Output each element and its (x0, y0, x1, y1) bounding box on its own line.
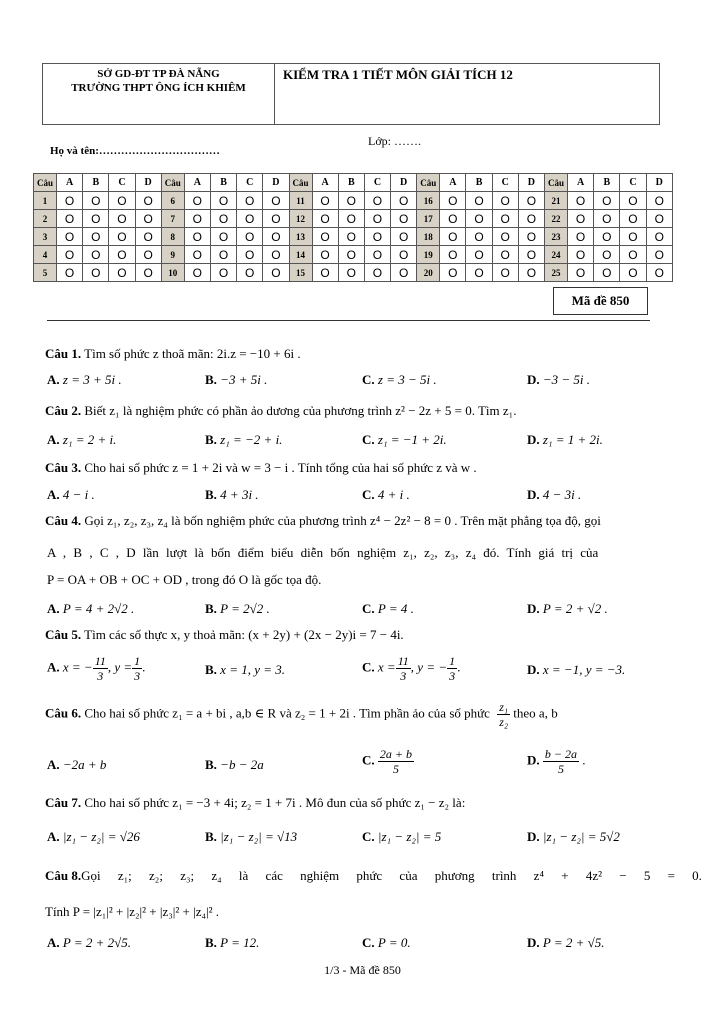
school-block (43, 64, 275, 124)
q6-option-c: C. $\frac{2a + b}{5}$ (362, 747, 412, 776)
answer-bubble[interactable]: O (594, 228, 620, 246)
question-text: Tìm số phức z thoã mãn: 2i.z = −10 + 6i . (84, 346, 301, 361)
q2-option-a: A. z₁ = 2 + i. (47, 432, 117, 447)
answer-bubble[interactable]: O (620, 264, 646, 282)
answer-bubble[interactable]: O (364, 246, 390, 264)
q2-option-d: D. z₁ = 1 + 2i. (527, 432, 603, 447)
answer-bubble[interactable]: O (237, 246, 263, 264)
q8-option-d: D. P = 2 + √5. (527, 935, 605, 950)
question-4-line-2: A , B , C , D lần lượt là bốn điểm biểu diễn bốn nghiệm z₁, z₂, z₃, z₄ đó. Tính giá trị của (47, 545, 599, 560)
option-header: C (620, 174, 646, 192)
q7-option-c: C. |z₁ − z₂| = 5 (362, 829, 442, 844)
question-number: 13 (289, 228, 312, 246)
q8-option-c: C. P = 0. (362, 935, 411, 950)
q1-option-d: D. −3 − 5i . (527, 372, 591, 387)
answer-bubble[interactable]: O (263, 246, 289, 264)
q4-option-b: B. P = 2√2 . (205, 601, 270, 616)
option-header: D (518, 174, 544, 192)
answer-bubble[interactable]: O (364, 264, 390, 282)
answer-bubble[interactable]: O (568, 210, 594, 228)
q3-option-d: D. 4 − 3i . (527, 487, 582, 502)
answer-bubble[interactable]: O (646, 228, 672, 246)
option-header: B (466, 174, 492, 192)
question-number: 19 (417, 246, 440, 264)
answer-bubble[interactable]: O (83, 228, 109, 246)
answer-bubble[interactable]: O (364, 210, 390, 228)
question-text: Tìm các số thực x, y thoả mãn: (x + 2y) + (2x − 2y)i = 7 − 4i. (84, 627, 404, 642)
answer-bubble[interactable]: O (440, 264, 466, 282)
q4-option-c: C. P = 4 . (362, 601, 414, 616)
question-number: 11 (289, 192, 312, 210)
answer-bubble[interactable]: O (135, 228, 161, 246)
answer-bubble[interactable]: O (57, 264, 83, 282)
answer-bubble[interactable]: O (568, 246, 594, 264)
answer-bubble[interactable]: O (312, 228, 338, 246)
answer-bubble[interactable]: O (492, 246, 518, 264)
answer-bubble[interactable]: O (109, 210, 135, 228)
q6-option-b: B. −b − 2a (205, 757, 264, 772)
option-header: A (312, 174, 338, 192)
question-label: Câu 4. (45, 513, 82, 528)
question-text: Biết z₁ là nghiệm phức có phần ảo dương của phương trình z² − 2z + 5 = 0. Tìm z₁. (84, 403, 517, 418)
answer-bubble[interactable]: O (237, 228, 263, 246)
question-text: Cho hai số phức z = 1 + 2i và w = 3 − i . Tính tổng của hai số phức z và w . (84, 460, 477, 475)
option-header: A (184, 174, 210, 192)
question-number: 1 (34, 192, 57, 210)
answer-bubble[interactable]: O (109, 264, 135, 282)
answer-bubble[interactable]: O (391, 192, 417, 210)
question-number: 18 (417, 228, 440, 246)
answer-bubble[interactable]: O (109, 246, 135, 264)
answer-bubble[interactable]: O (568, 228, 594, 246)
answer-bubble[interactable]: O (312, 192, 338, 210)
answer-bubble[interactable]: O (312, 264, 338, 282)
answer-bubble[interactable]: O (109, 228, 135, 246)
question-number: 16 (417, 192, 440, 210)
option-header: C (364, 174, 390, 192)
answer-bubble[interactable]: O (440, 246, 466, 264)
question-6: Câu 6. Cho hai số phức z₁ = a + bi , a,b ∈ R và z₂ = 1 + 2i . Tìm phần ảo của số phức $\frac{\text{z₁}}{\text{z₂}}$ theo a, b (45, 700, 558, 729)
answer-bubble[interactable]: O (135, 246, 161, 264)
answer-bubble[interactable]: O (568, 264, 594, 282)
answer-bubble[interactable]: O (338, 228, 364, 246)
answer-bubble[interactable]: O (263, 228, 289, 246)
question-text: Gọi z₁; z₂; z₃; z₄ là các nghiệm phức của phương trình z⁴ + 4z² − 5 = 0. (81, 868, 702, 883)
q6-option-a: A. −2a + b (47, 757, 107, 772)
question-number: 8 (161, 228, 184, 246)
q8-option-a: A. P = 2 + 2√5. (47, 935, 132, 950)
answer-bubble[interactable]: O (210, 228, 236, 246)
answer-bubble[interactable]: O (466, 210, 492, 228)
answer-bubble[interactable]: O (263, 264, 289, 282)
option-header: C (109, 174, 135, 192)
question-number: 9 (161, 246, 184, 264)
answer-bubble[interactable]: O (466, 192, 492, 210)
answer-bubble[interactable]: O (466, 228, 492, 246)
answer-bubble[interactable]: O (594, 210, 620, 228)
school-name: TRƯỜNG THPT ÔNG ÍCH KHIÊM (71, 82, 246, 94)
q1-option-b: B. −3 + 5i . (205, 372, 268, 387)
question-number: 6 (161, 192, 184, 210)
answer-bubble[interactable]: O (263, 210, 289, 228)
answer-bubble[interactable]: O (338, 210, 364, 228)
q4-option-a: A. P = 4 + 2√2 . (47, 601, 135, 616)
option-header: D (391, 174, 417, 192)
q5-option-c: C. x = $\frac{11}{3}$ , y = − $\frac{1}{3}$ . (362, 654, 461, 683)
question-number: 3 (34, 228, 57, 246)
answer-bubble[interactable]: O (440, 228, 466, 246)
q5-option-a: A. x = − $\frac{11}{3}$ , y = $\frac{1}{3}$ . (47, 654, 146, 683)
question-number: 17 (417, 210, 440, 228)
answer-bubble[interactable]: O (391, 210, 417, 228)
question-number: 20 (417, 264, 440, 282)
question-1 (45, 346, 301, 362)
question-number: 23 (545, 228, 568, 246)
question-text: Cho hai số phức z₁ = −3 + 4i; z₂ = 1 + 7i . Mô đun của số phức z₁ − z₂ là: (84, 795, 466, 810)
answer-bubble[interactable]: O (210, 192, 236, 210)
question-8-line-2: Tính P = |z₁|² + |z₂|² + |z₃|² + |z₄|² . (45, 904, 219, 919)
answer-bubble[interactable]: O (338, 246, 364, 264)
question-5 (45, 627, 404, 643)
answer-bubble[interactable]: O (83, 192, 109, 210)
answer-bubble[interactable]: O (83, 210, 109, 228)
exam-header (42, 63, 660, 125)
question-label: Câu 8. (45, 868, 82, 883)
q8-option-b: B. P = 12. (205, 935, 260, 950)
answer-bubble[interactable]: O (518, 210, 544, 228)
question-3 (45, 460, 477, 476)
answer-bubble[interactable]: O (440, 210, 466, 228)
answer-col-header: Câu (289, 174, 312, 192)
answer-bubble[interactable]: O (184, 192, 210, 210)
option-header: A (568, 174, 594, 192)
answer-bubble[interactable]: O (466, 264, 492, 282)
question-number: 4 (34, 246, 57, 264)
answer-col-header: Câu (161, 174, 184, 192)
answer-bubble[interactable]: O (492, 192, 518, 210)
question-label: Câu 2. (45, 403, 82, 418)
answer-bubble[interactable]: O (184, 228, 210, 246)
answer-bubble[interactable]: O (184, 264, 210, 282)
question-number: 24 (545, 246, 568, 264)
answer-bubble[interactable]: O (518, 192, 544, 210)
page-footer: 1/3 - Mã đề 850 (324, 963, 401, 977)
option-header: D (646, 174, 672, 192)
answer-bubble[interactable]: O (57, 228, 83, 246)
option-header: D (135, 174, 161, 192)
option-header: B (83, 174, 109, 192)
question-number: 10 (161, 264, 184, 282)
q5-option-b: B. x = 1, y = 3. (205, 662, 286, 677)
answer-bubble[interactable]: O (338, 264, 364, 282)
answer-bubble[interactable]: O (440, 192, 466, 210)
answer-bubble[interactable]: O (391, 264, 417, 282)
answer-bubble[interactable]: O (312, 210, 338, 228)
dept-name: SỞ GD-ĐT TP ĐÀ NẴNG (97, 68, 220, 80)
q3-option-c: C. 4 + i . (362, 487, 410, 502)
q2-option-b: B. z₁ = −2 + i. (205, 432, 283, 447)
answer-bubble[interactable]: O (646, 210, 672, 228)
answer-bubble[interactable]: O (57, 210, 83, 228)
answer-bubble[interactable]: O (646, 264, 672, 282)
question-number: 14 (289, 246, 312, 264)
q1-option-a: A. z = 3 + 5i . (47, 372, 122, 387)
answer-row (34, 192, 673, 210)
answer-bubble[interactable]: O (135, 192, 161, 210)
answer-bubble[interactable]: O (646, 246, 672, 264)
answer-bubble[interactable]: O (210, 210, 236, 228)
option-header: A (57, 174, 83, 192)
q7-option-a: A. |z₁ − z₂| = √26 (47, 829, 140, 844)
question-number: 25 (545, 264, 568, 282)
answer-row (34, 246, 673, 264)
answer-bubble[interactable]: O (364, 192, 390, 210)
answer-bubble[interactable]: O (237, 192, 263, 210)
question-2 (45, 403, 516, 419)
exam-title: KIỂM TRA 1 TIẾT MÔN GIẢI TÍCH 12 (283, 67, 513, 82)
answer-bubble[interactable]: O (620, 246, 646, 264)
question-7 (45, 795, 465, 811)
answer-bubble[interactable]: O (492, 264, 518, 282)
student-name-field: Họ và tên:…………………………… (50, 145, 220, 157)
answer-bubble[interactable]: O (594, 192, 620, 210)
question-label: Câu 1. (45, 346, 82, 361)
answer-bubble[interactable]: O (210, 264, 236, 282)
question-text: Cho hai số phức z₁ = a + bi , a,b ∈ R và z₂ = 1 + 2i . Tìm phần ảo của số phức (84, 705, 490, 721)
question-number: 12 (289, 210, 312, 228)
answer-bubble[interactable]: O (620, 228, 646, 246)
answer-bubble[interactable]: O (518, 228, 544, 246)
option-header: D (263, 174, 289, 192)
answer-bubble[interactable]: O (568, 192, 594, 210)
option-header: B (210, 174, 236, 192)
answer-row (34, 210, 673, 228)
option-header: B (594, 174, 620, 192)
answer-bubble[interactable]: O (312, 246, 338, 264)
question-label: Câu 7. (45, 795, 82, 810)
q7-option-b: B. |z₁ − z₂| = √13 (205, 829, 298, 844)
answer-bubble[interactable]: O (237, 264, 263, 282)
answer-bubble[interactable]: O (338, 192, 364, 210)
answer-bubble[interactable]: O (391, 228, 417, 246)
q1-option-c: C. z = 3 − 5i . (362, 372, 437, 387)
answer-bubble[interactable]: O (518, 246, 544, 264)
answer-bubble[interactable]: O (184, 246, 210, 264)
exam-code-box: Mã đề 850 (553, 287, 648, 315)
answer-bubble[interactable]: O (263, 192, 289, 210)
answer-bubble[interactable]: O (620, 192, 646, 210)
question-label: Câu 5. (45, 627, 82, 642)
answer-bubble[interactable]: O (83, 246, 109, 264)
question-text: Gọi z₁, z₂, z₃, z₄ là bốn nghiệm phức của phương trình z⁴ − 2z² − 8 = 0 . Trên mặt phẳng tọa độ, gọi (84, 513, 601, 528)
q7-option-d: D. |z₁ − z₂| = 5√2 (527, 829, 620, 844)
answer-sheet (33, 173, 673, 282)
question-8 (45, 868, 702, 884)
answer-bubble[interactable]: O (492, 210, 518, 228)
answer-col-header: Câu (34, 174, 57, 192)
class-field: Lớp: ……. (368, 134, 422, 148)
option-header: C (237, 174, 263, 192)
q3-option-b: B. 4 + 3i . (205, 487, 259, 502)
question-number: 5 (34, 264, 57, 282)
question-number: 22 (545, 210, 568, 228)
question-4 (45, 513, 601, 529)
answer-bubble[interactable]: O (594, 246, 620, 264)
question-number: 7 (161, 210, 184, 228)
option-header: B (338, 174, 364, 192)
answer-bubble[interactable]: O (620, 210, 646, 228)
answer-bubble[interactable]: O (594, 264, 620, 282)
answer-bubble[interactable]: O (135, 210, 161, 228)
answer-row (34, 264, 673, 282)
answer-bubble[interactable]: O (492, 228, 518, 246)
answer-col-header: Câu (417, 174, 440, 192)
answer-bubble[interactable]: O (109, 192, 135, 210)
answer-bubble[interactable]: O (210, 246, 236, 264)
question-number: 2 (34, 210, 57, 228)
answer-bubble[interactable]: O (83, 264, 109, 282)
answer-bubble[interactable]: O (391, 246, 417, 264)
q4-option-d: D. P = 2 + √2 . (527, 601, 608, 616)
question-label: Câu 6. (45, 705, 82, 721)
question-number: 15 (289, 264, 312, 282)
q6-option-d: D. $\frac{b - 2a}{5}$ . (527, 747, 586, 776)
answer-bubble[interactable]: O (466, 246, 492, 264)
question-label: Câu 3. (45, 460, 82, 475)
answer-bubble[interactable]: O (646, 192, 672, 210)
answer-bubble[interactable]: O (518, 264, 544, 282)
option-header: C (492, 174, 518, 192)
option-header: A (440, 174, 466, 192)
answer-row (34, 228, 673, 246)
answer-bubble[interactable]: O (57, 246, 83, 264)
q3-option-a: A. 4 − i . (47, 487, 95, 502)
q2-option-c: C. z₁ = −1 + 2i. (362, 432, 447, 447)
answer-bubble[interactable]: O (364, 228, 390, 246)
divider (47, 320, 650, 321)
answer-bubble[interactable]: O (184, 210, 210, 228)
answer-bubble[interactable]: O (135, 264, 161, 282)
answer-col-header: Câu (545, 174, 568, 192)
answer-bubble[interactable]: O (237, 210, 263, 228)
answer-bubble[interactable]: O (57, 192, 83, 210)
q5-option-d: D. x = −1, y = −3. (527, 662, 626, 677)
question-number: 21 (545, 192, 568, 210)
question-4-line-3: P = OA + OB + OC + OD , trong đó O là gốc tọa độ. (47, 572, 322, 587)
